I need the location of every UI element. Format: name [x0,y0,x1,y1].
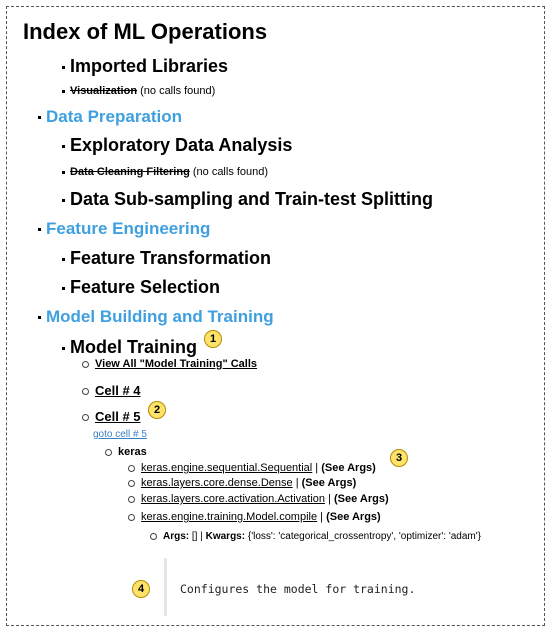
see-args-button[interactable]: (See Args) [326,511,381,523]
circle-bullet [128,496,135,503]
bullet [62,171,65,174]
page-title: Index of ML Operations [23,19,268,44]
docstring-text: Configures the model for training. [180,582,416,596]
circle-bullet [128,480,135,487]
item-imported-libraries[interactable]: Imported Libraries [62,56,228,77]
item-subsampling[interactable]: Data Sub-sampling and Train-test Splitting [62,189,433,210]
bullet [62,258,65,261]
section-feature-engineering[interactable]: Feature Engineering [38,219,210,239]
see-args-button[interactable]: (See Args) [334,493,389,505]
cell-5-link[interactable]: Cell # 5 [82,409,141,424]
compile-args-row: Args: [] | Kwargs: {'loss': 'categorical_crossentropy', 'optimizer': 'adam'} [150,531,481,542]
call-dense: keras.layers.core.dense.Dense | (See Args) [128,477,356,489]
docstring-border [164,558,167,616]
item-model-training[interactable]: Model Training [62,337,197,358]
item-data-cleaning: Data Cleaning Filtering (no calls found) [62,166,268,178]
item-eda[interactable]: Exploratory Data Analysis [62,135,292,156]
bullet [62,347,65,350]
see-args-button[interactable]: (See Args) [301,477,357,489]
section-data-preparation[interactable]: Data Preparation [38,107,182,127]
bullet [62,90,65,93]
section-model-building[interactable]: Model Building and Training [38,307,274,327]
view-all-calls[interactable]: View All "Model Training" Calls [82,358,257,370]
bullet [38,116,41,119]
circle-bullet [128,514,135,521]
circle-bullet [82,361,89,368]
circle-bullet [82,388,89,395]
bullet [38,316,41,319]
item-visualization: Visualization (no calls found) [62,85,215,97]
circle-bullet [105,449,112,456]
call-sequential: keras.engine.sequential.Sequential | (See Args) [128,462,376,474]
bullet [38,228,41,231]
call-compile: keras.engine.training.Model.compile | (See Args) [128,511,381,523]
bullet [62,145,65,148]
annotation-badge-4: 4 [132,580,150,598]
circle-bullet [150,533,157,540]
cell-4-link[interactable]: Cell # 4 [82,383,141,398]
circle-bullet [128,465,135,472]
bullet [62,66,65,69]
bullet [62,287,65,290]
bullet [62,199,65,202]
circle-bullet [82,414,89,421]
call-activation: keras.layers.core.activation.Activation | (See Args) [128,493,389,505]
goto-cell-link[interactable]: goto cell # 5 [93,429,147,440]
item-feature-transformation[interactable]: Feature Transformation [62,248,271,269]
item-feature-selection[interactable]: Feature Selection [62,277,220,298]
library-keras: keras [105,446,147,458]
annotation-badge-1: 1 [204,330,222,348]
annotation-badge-3: 3 [390,449,408,467]
annotation-badge-2: 2 [148,401,166,419]
see-args-button[interactable]: (See Args) [321,462,376,474]
